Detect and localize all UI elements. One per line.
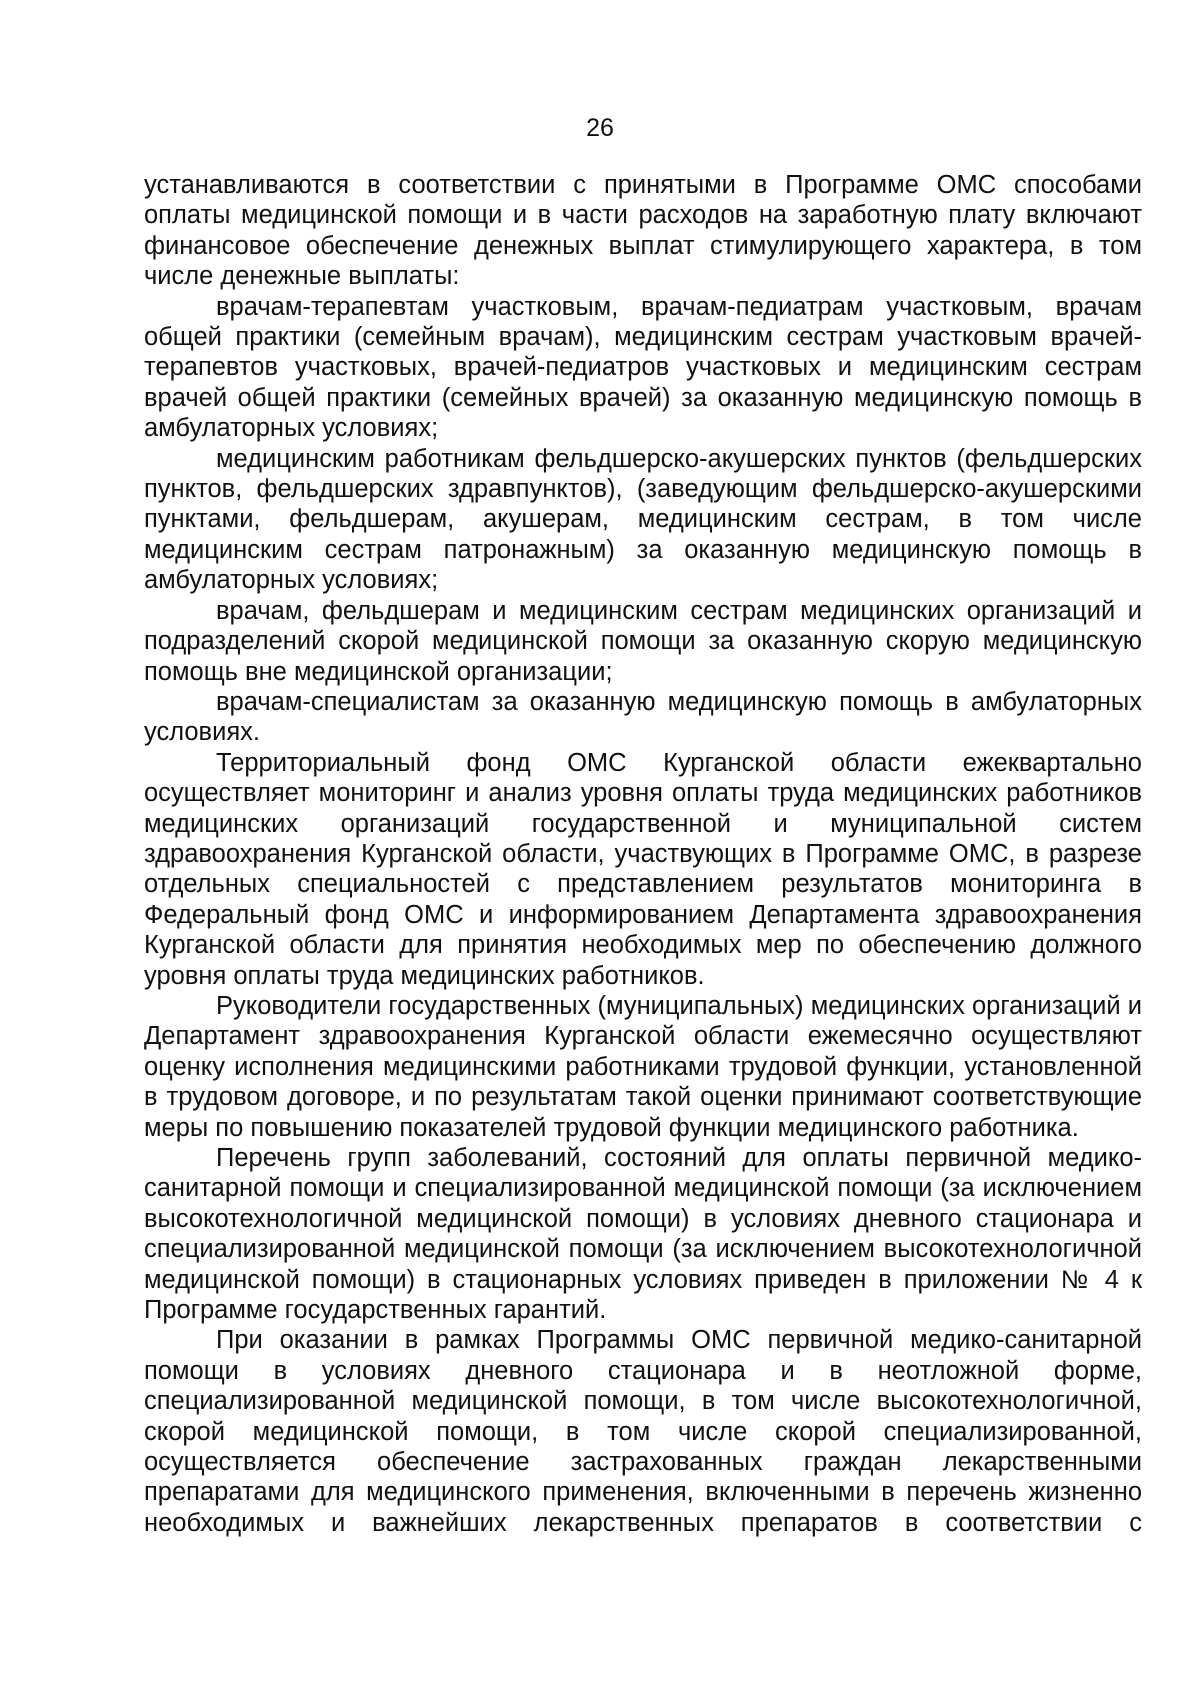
page-number: 26 — [586, 114, 614, 142]
paragraph-specialists: врачам-специалистам за оказанную медицинскую помощь в амбулаторных условиях. — [144, 687, 1142, 747]
paragraph-feldsher-stations: медицинским работникам фельдшерско-акушерских пунктов (фельдшерских пунктов, фельдшерских здравпунктов), (заведующим фельдшерско-акушерскими пунктами, фельдшерам, акушерам, медицинским сестрам, в том числе медицинским сестрам патронажным) за оказанную медицинскую помощь в амбулаторных условиях; — [144, 444, 1142, 595]
paragraph-territorial-fund: Территориальный фонд ОМС Курганской области ежеквартально осуществляет мониторинг и анализ уровня оплаты труда медицинских работников медицинских организаций государственной и муниципальной систем здравоохранения Курганской области, участвующих в Программе ОМС, в разрезе отдельных специальностей с представлением результатов мониторинга в Федеральный фонд ОМС и информированием Департамента здравоохранения Курганской области для принятия необходимых мер по обеспечению должного уровня оплаты труда медицинских работников. — [144, 748, 1142, 990]
paragraph-district-physicians: врачам-терапевтам участковым, врачам-педиатрам участковым, врачам общей практики (семейным врачам), медицинским сестрам участковым врачей-терапевтов участковых, врачей-педиатров участковых и медицинским сестрам врачей общей практики (семейных врачей) за оказанную медицинскую помощь в амбулаторных условиях; — [144, 292, 1142, 443]
paragraph-medication-supply: При оказании в рамках Программы ОМС первичной медико-санитарной помощи в условиях дневного стационара и в неотложной форме, специализированной медицинской помощи, в том числе высокотехнологичной, скорой медицинской помощи, в том числе скорой специализированной, осуществляется обеспечение застрахованных граждан лекарственными препаратами для медицинского применения, включенными в перечень жизненно необходимых и важнейших лекарственных препаратов в соответствии с — [144, 1326, 1142, 1537]
paragraph-continuation: устанавливаются в соответствии с принятыми в Программе ОМС способами оплаты медицинской помощи и в части расходов на заработную плату включают финансовое обеспечение денежных выплат стимулирующего характера, в том числе денежные выплаты: — [144, 171, 1142, 291]
paragraph-managers-assessment: Руководители государственных (муниципальных) медицинских организаций и Департамент здравоохранения Курганской области ежемесячно осуществляют оценку исполнения медицинскими работниками трудовой функции, установленной в трудовом договоре, и по результатам такой оценки принимают соответствующие меры по повышению показателей трудовой функции медицинского работника. — [144, 991, 1142, 1142]
paragraph-emergency-care: врачам, фельдшерам и медицинским сестрам медицинских организаций и подразделений скорой медицинской помощи за оказанную скорую медицинскую помощь вне медицинской организации; — [144, 596, 1142, 686]
document-body — [144, 170, 1142, 1538]
paragraph-disease-groups: Перечень групп заболеваний, состояний для оплаты первичной медико-санитарной помощи и специализированной медицинской помощи (за исключением высокотехнологичной медицинской помощи) в условиях дневного стационара и специализированной медицинской помощи (за исключением высокотехнологичной медицинской помощи) в стационарных условиях приведен в приложении № 4 к Программе государственных гарантий. — [144, 1144, 1142, 1325]
